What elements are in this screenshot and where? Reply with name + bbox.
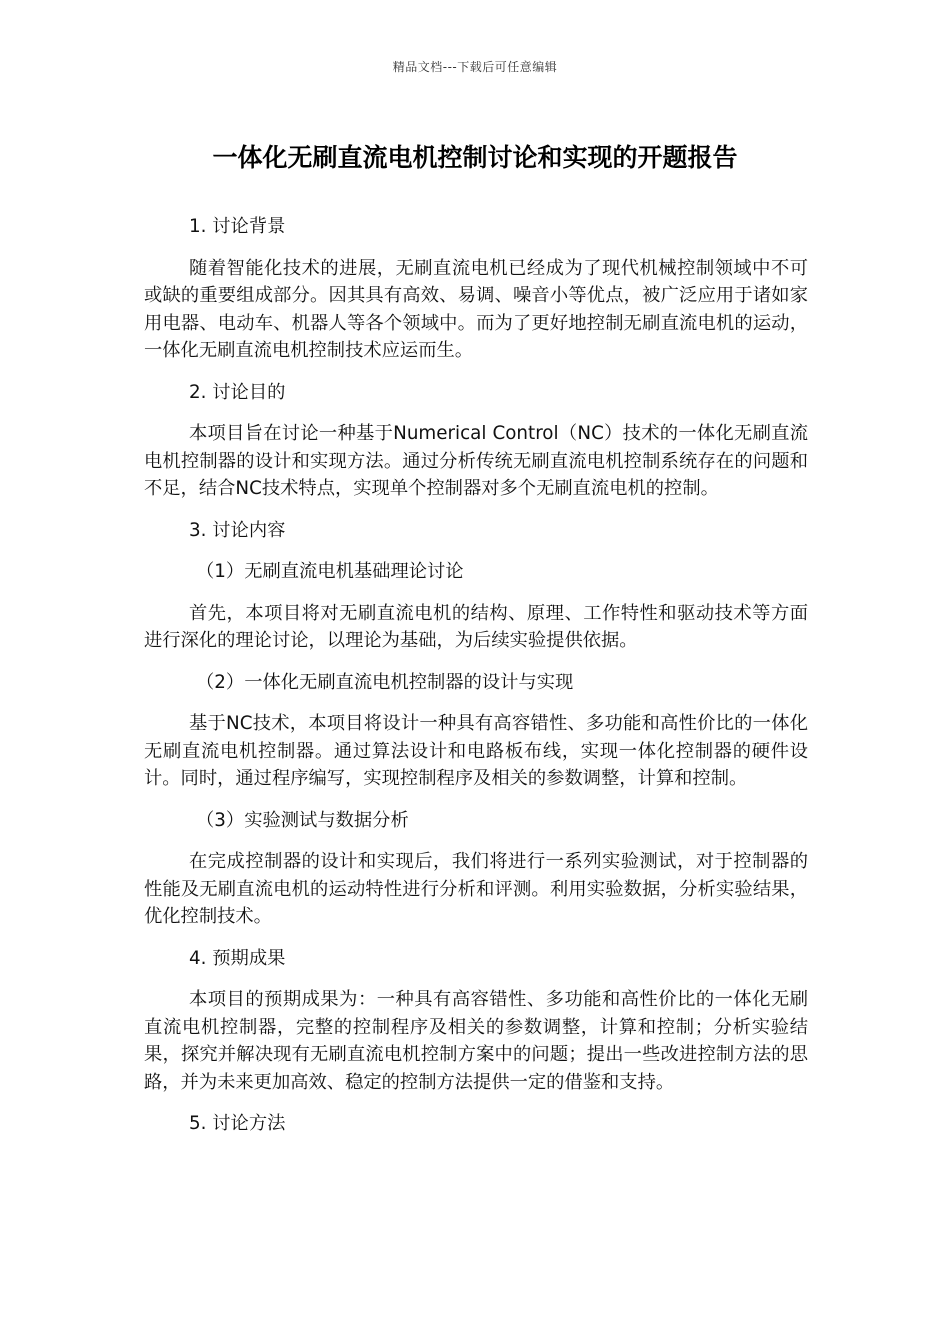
paragraph: 本项目的预期成果为：一种具有高容错性、多功能和高性价比的一体化无刷直流电机控制器，完整的控制程序及相关的参数调整，计算和控制；分析实验结果，探究并解决现有无刷直流电机控制方案中的问题；提出一些改进控制方法的思路，并为未来更加高效、稳定的控制方法提供一定的借鉴和支持。	[144, 989, 808, 1093]
subsection-heading: （3）实验测试与数据分析	[196, 809, 409, 831]
paragraph: 首先，本项目将对无刷直流电机的结构、原理、工作特性和驱动技术等方面进行深化的理论讨论，以理论为基础，为后续实验提供依据。	[144, 602, 808, 651]
paragraph: 基于NC技术，本项目将设计一种具有高容错性、多功能和高性价比的一体化无刷直流电机控制器。通过算法设计和电路板布线，实现一体化控制器的硬件设计。同时，通过程序编写，实现控制程序及相关的参数调整，计算和控制。	[144, 713, 808, 789]
document-body	[144, 213, 808, 1152]
section-heading: 5. 讨论方法	[189, 1113, 286, 1134]
header-note: 精品文档---下载后可任意编辑	[392, 60, 558, 74]
subsection-heading: （1）无刷直流电机基础理论讨论	[196, 561, 464, 582]
section-heading: 3. 讨论内容	[189, 519, 286, 541]
section-heading: 1. 讨论背景	[189, 216, 286, 237]
subsection-heading: （2）一体化无刷直流电机控制器的设计与实现	[196, 671, 574, 693]
paragraph: 随着智能化技术的进展，无刷直流电机已经成为了现代机械控制领域中不可或缺的重要组成部分。因其具有高效、易调、噪音小等优点，被广泛应用于诸如家用电器、电动车、机器人等各个领域中。而为了更好地控制无刷直流电机的运动，一体化无刷直流电机控制技术应运而生。	[144, 257, 808, 361]
document-title: 一体化无刷直流电机控制讨论和实现的开题报告	[212, 143, 738, 172]
section-heading: 2. 讨论目的	[189, 381, 286, 403]
paragraph: 本项目旨在讨论一种基于Numerical Control（NC）技术的一体化无刷直流电机控制器的设计和实现方法。通过分析传统无刷直流电机控制系统存在的问题和不足，结合NC技术特点，实现单个控制器对多个无刷直流电机的控制。	[144, 423, 808, 499]
paragraph: 在完成控制器的设计和实现后，我们将进行一系列实验测试，对于控制器的性能及无刷直流电机的运动特性进行分析和评测。利用实验数据，分析实验结果，优化控制技术。	[144, 851, 808, 927]
section-heading: 4. 预期成果	[189, 947, 286, 969]
